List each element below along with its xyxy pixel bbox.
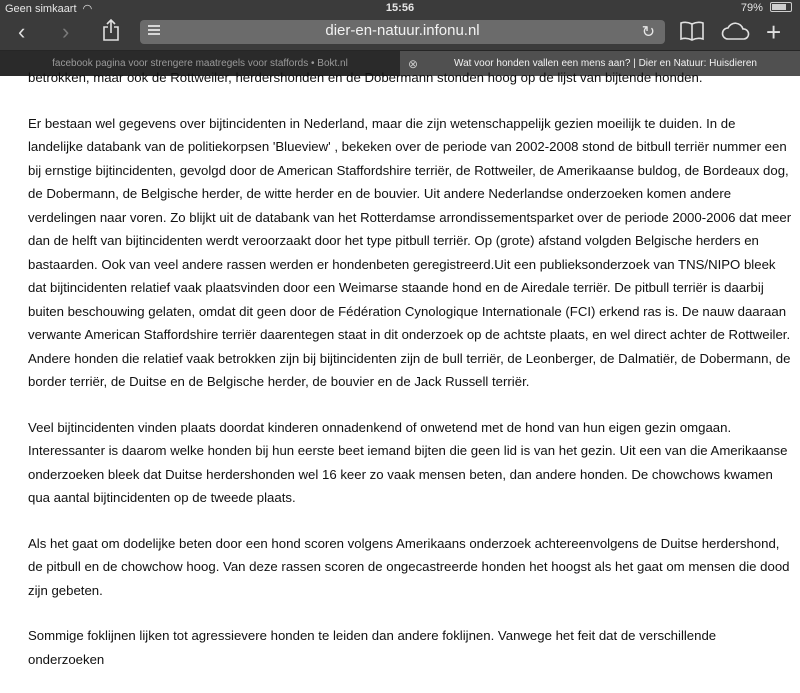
browser-toolbar <box>0 16 800 48</box>
page-content[interactable] <box>0 70 800 667</box>
cloud-tabs-icon[interactable] <box>720 20 750 48</box>
share-icon-graphic <box>102 18 120 42</box>
back-icon[interactable]: ‹ <box>18 19 26 44</box>
tab-dier-en-natuur-label: Wat voor honden vallen een mens aan? | Dier en Natuur: Huisdieren <box>454 58 757 69</box>
article-body <box>28 66 792 693</box>
browser-chrome <box>0 0 800 76</box>
battery-percent: 79% <box>740 2 763 14</box>
article-paragraph: betrokken, maar ook de Rottweiler, herdershonden en de Dobermann stonden hoog op de lijst van bijtende honden. <box>28 70 703 85</box>
battery-fill <box>772 4 786 10</box>
bookmarks-icon-graphic <box>680 20 704 42</box>
address-bar[interactable] <box>140 20 665 44</box>
tab-bokt-label: facebook pagina voor strengere maatregels voor staffords • Bokt.nl <box>52 58 348 69</box>
article-paragraph: Er bestaan wel gegevens over bijtincidenten in Nederland, maar die zijn wetenschappelijk gezien moeilijk te duiden. In de landelijke databank van de politiekorpsen 'Blueview' , bekeken over de periode van 2002-2008 stond de bitbull terriër nummer een bij ernstige bijtincidenten, gevolgd door de American Staffordshire terriër, de Rottweiler, de Amerikaanse buldog, de Bordeaux dog, de Dobermann, de Belgische herder, de witte herder en de bouvier. Uit andere Nederlandse onderzoeken komen andere verdelingen naar voren. Zo blijkt uit de databank van het Rotterdamse arrondissementsparket over de periode 2000-2006 dat meer dan de helft van bijtincidenten werdt veroorzaakt door het type pitbull terriër. Op (grote) afstand volgden Belgische herders en bastaarden. Ook van veel andere rassen werden er hondenbeten geregistreerd.Uit een publieksonderzoek van TNS/NIPO bleek dat bijtincidenten relatief vaak plaatsvinden door een Weimarse staande hond en de Airedale terriër. De pitbull terriër is daarbij buiten beschouwing gelaten, omdat dit geen door de Fédération Cynologique Internationale (FCI) erkend ras is. De nauw daaraan verwante American Staffordshire terriër daarentegen staat in dit onderzoek op de achtste plaats, en wel direct achter de Rottweiler. Andere honden die relatief vaak betrokken zijn bij bijtincidenten zijn de bull terriër, de Leonberger, de Dalmatiër, de Dobermann, de border terriër, de Duitse en de Belgische herder, de bouvier en de Jack Russell terriër. <box>28 115 792 389</box>
close-tab-icon[interactable]: ⊗ <box>408 57 419 71</box>
url-text[interactable]: dier-en-natuur.infonu.nl <box>325 22 480 39</box>
wifi-icon: ◠ <box>82 3 93 15</box>
carrier-text: Geen simkaart <box>5 3 77 15</box>
new-tab-icon[interactable]: + <box>766 17 782 47</box>
reload-icon[interactable]: ↻ <box>641 24 655 41</box>
forward-icon[interactable]: › <box>62 19 70 44</box>
share-icon[interactable] <box>102 18 120 48</box>
bookmarks-icon[interactable] <box>680 20 704 48</box>
cloud-icon-graphic <box>720 20 750 42</box>
article-paragraph: Veel bijtincidenten vinden plaats doordat kinderen onnadenkend of onwetend met de hond van hun eigen gezin omgaan. Interessanter is daarom welke honden bij hun eerste beet iemand bijten die geen lid is van het gezin. Uit een van die Amerikaanse onderzoeken bleek dat Duitse herdershonden wel 16 keer zo vaak mensen beten, dan andere honden. De chowchows kwamen qua aantal bijtincidenten op de tweede plaats. <box>28 419 788 505</box>
article-paragraph: Sommige foklijnen lijken tot agressievere honden te leiden dan andere foklijnen. Vanwege het feit dat de verschillende onderzoeken <box>28 628 717 667</box>
article-paragraph: Als het gaat om dodelijke beten door een hond scoren volgens Amerikaans onderzoek achtereenvolgens de Duitse herdershond, de pitbull en de chowchow hoog. Van deze rassen scoren de ongecastreerde honden het hoogst als het gaat om mensen die dood zijn gebeten. <box>28 535 790 598</box>
battery-status <box>741 2 792 14</box>
battery-icon <box>770 2 792 12</box>
status-bar <box>0 0 800 16</box>
clock: 15:56 <box>385 2 415 14</box>
